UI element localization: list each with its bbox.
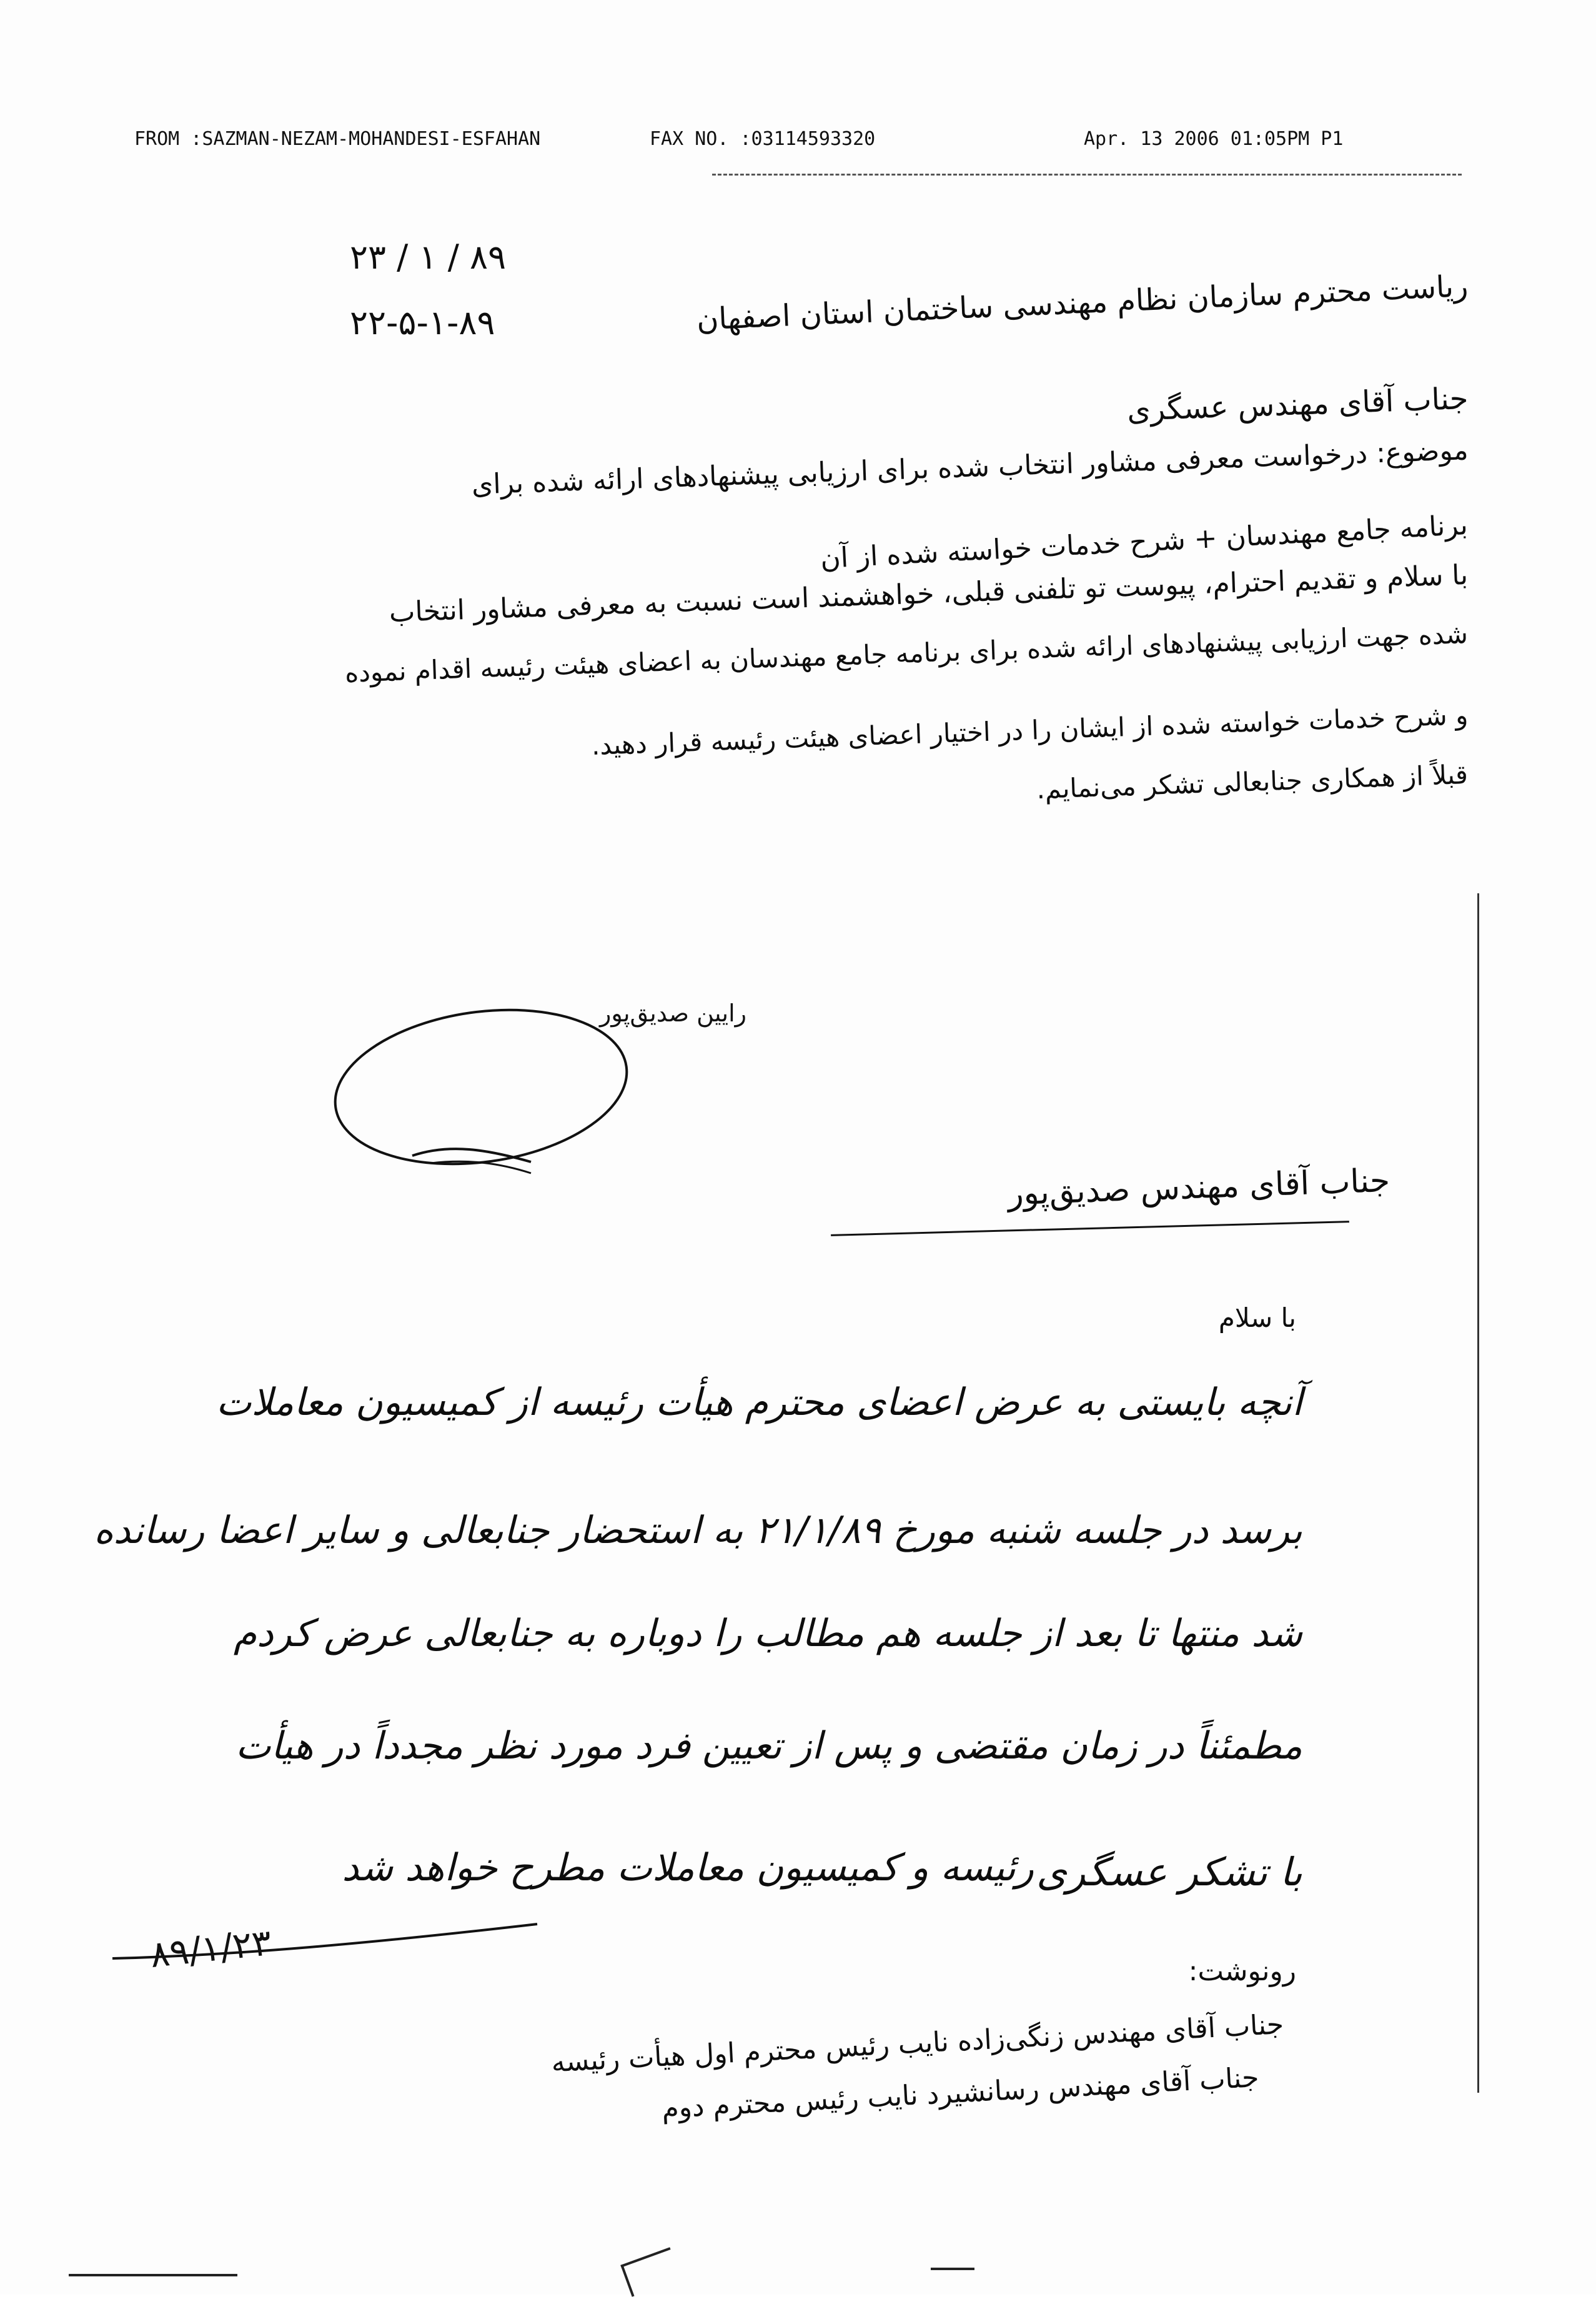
fax-datetime: Apr. 13 2006 01:05PM P1: [1084, 128, 1344, 150]
reply-line: آنچه بایستی به عرض اعضای محترم هیأت رئیسه از کمیسیون معاملات: [216, 1381, 1302, 1424]
letter-line: با سلام و تقدیم احترام، پیوست تو تلفنی قبلی، خواهشمند است نسبت به معرفی مشاور انتخاب: [389, 559, 1469, 629]
fax-number: FAX NO. :03114593320: [650, 128, 876, 150]
scan-edge-line: [1477, 893, 1479, 2093]
addressee-underline: [831, 1221, 1349, 1236]
signature: [325, 1000, 746, 1187]
scan-artifact: [931, 2268, 974, 2270]
reply-greeting: با سلام: [1218, 1302, 1296, 1333]
cc-line: جناب آقای مهندس زنگی‌زاده نایب رئیس محترم اول هیأت رئیسه: [550, 2008, 1285, 2079]
letter-line: موضوع: درخواست معرفی مشاور انتخاب شده برای ارزیابی پیشنهادهای ارائه شده برای: [470, 434, 1469, 501]
reply-line: مطمئناً در زمان مقتضی و پس از تعیین فرد مورد نظر مجدداً در هیأت: [235, 1724, 1302, 1768]
header-dashed-rule: [712, 174, 1462, 176]
letter-line: قبلاً از همکاری جنابعالی تشکر می‌نمایم.: [1036, 759, 1469, 805]
fax-from: FROM :SAZMAN-NEZAM-MOHANDESI-ESFAHAN: [134, 128, 541, 150]
scan-artifact: [620, 2247, 681, 2296]
handwritten-date: ۸۹/۱/۲۳: [147, 1921, 274, 1976]
reply-signoff: با تشکر عسگری: [1036, 1849, 1302, 1895]
fax-header: [134, 128, 1477, 157]
strike-line: [112, 1899, 550, 1968]
reply-line: رئیسه و کمیسیون معاملات مطرح خواهد شد: [342, 1846, 1034, 1890]
cc-label: رونوشت:: [1188, 1955, 1296, 1987]
letter-line: شده جهت ارزیابی پیشنهادهای ارائه شده برای برنامه جامع مهندسان به اعضای هیئت رئیسه اقدام نموده: [344, 618, 1469, 688]
reply-line: شد منتها تا بعد از جلسه هم مطالب را دوباره به جنابعالی عرض کردم: [233, 1612, 1302, 1655]
letter-ref-number: ۲۲-۵-۱-۸۹: [350, 303, 495, 342]
letter-line: ریاست محترم سازمان نظام مهندسی ساختمان استان اصفهان: [695, 269, 1469, 337]
reply-line: برسد در جلسه شنبه مورخ ۲۱/۱/۸۹ به استحضار جنابعالی و سایر اعضا رسانده: [94, 1509, 1302, 1552]
letter-line: جناب آقای مهندس عسگری: [1126, 381, 1469, 429]
cc-line: جناب آقای مهندس رسانشیرد نایب رئیس محترم دوم: [660, 2061, 1260, 2125]
signature-text: رایین صدیق‌پور: [600, 1000, 746, 1027]
scan-artifact: [69, 2274, 237, 2276]
letter-date: ۲۳ / ۱ / ۸۹: [350, 237, 507, 277]
letter-line: و شرح خدمات خواسته شده از ایشان را در اختیار اعضای هیئت رئیسه قرار دهید.: [590, 700, 1469, 761]
letter-line: برنامه جامع مهندسان + شرح خدمات خواسته شده از آن: [820, 509, 1469, 575]
reply-addressee: جناب آقای مهندس صدیق‌پور: [1007, 1162, 1391, 1213]
